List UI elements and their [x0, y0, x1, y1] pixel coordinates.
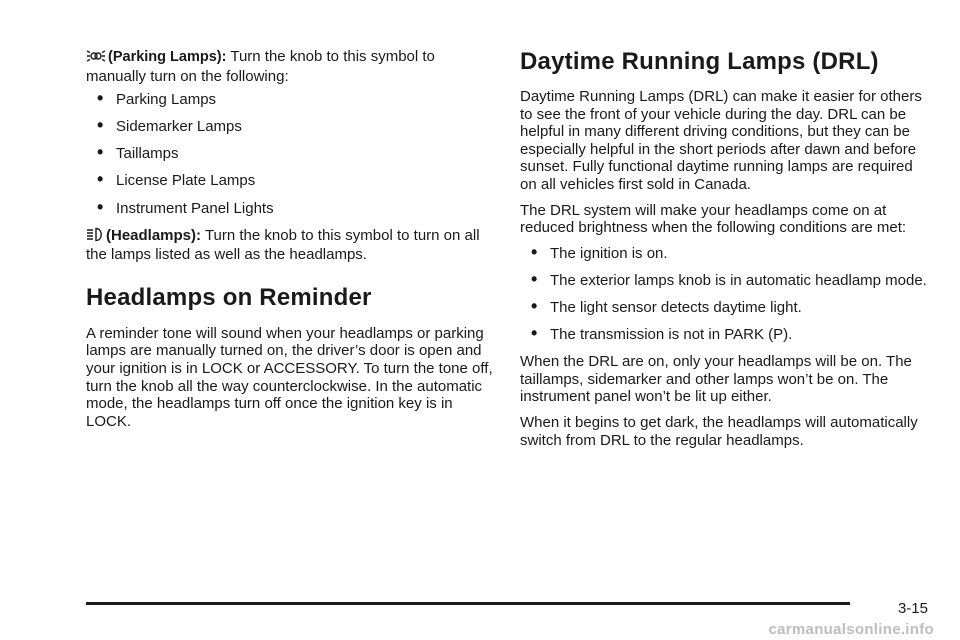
list-item: • The transmission is not in PARK (P).: [520, 326, 930, 344]
footer-rule: [86, 602, 850, 605]
parking-lamps-text: Turn the knob to this symbol to manually turn on the following:: [86, 48, 435, 85]
list-item: • Instrument Panel Lights: [86, 200, 496, 218]
headlamps-label: (Headlamps):: [106, 226, 202, 244]
page-number: 3-15: [897, 600, 928, 617]
list-item: • The exterior lamps knob is in automatic headlamp mode.: [520, 272, 930, 290]
parking-lamps-label: (Parking Lamps):: [108, 49, 227, 65]
headlamps-text: Turn the knob to this symbol to turn on all the lamps listed as well as the headlamps.: [86, 226, 480, 264]
drl-heading: Daytime Running Lamps (DRL): [520, 48, 879, 75]
reminder-heading: Headlamps on Reminder: [86, 283, 372, 311]
drl-paragraph-1: Daytime Running Lamps (DRL) can make it easier for others to see the front of your vehicle during the day. DRL can be helpful in many different driving conditions, but they can be especially helpful in the short periods after dawn and before sunset. Fully functional daytime running lamps are required on all vehicles first sold in Canada.: [520, 88, 922, 193]
list-item: • Parking Lamps: [86, 91, 496, 109]
drl-paragraph-3: When the DRL are on, only your headlamps will be on. The taillamps, sidemarker and other lamps won’t be on. The instrument panel won’t be lit up either.: [520, 353, 912, 406]
left-column: [86, 48, 496, 430]
list-item: • The ignition is on.: [520, 245, 930, 263]
reminder-text: A reminder tone will sound when your headlamps or parking lamps are manually turned on, the driver’s door is open and your ignition is in LOCK or ACCESSORY. To turn the tone off, turn the knob all the way counterclockwise. In the automatic mode, the headlamps turn off once the ignition key is in LOCK.: [86, 324, 493, 430]
parking-lamps-list: [86, 91, 496, 217]
drl-paragraph-2: The DRL system will make your headlamps come on at reduced brightness when the following conditions are met:: [520, 201, 907, 237]
headlamp-icon: [86, 227, 104, 247]
list-item: • Sidemarker Lamps: [86, 118, 496, 136]
list-item: • License Plate Lamps: [86, 172, 496, 190]
parking-lamps-icon: [86, 49, 106, 68]
drl-paragraph-4: When it begins to get dark, the headlamps will automatically switch from DRL to the regular headlamps.: [520, 413, 918, 449]
right-column: [520, 48, 930, 449]
drl-conditions-list: [520, 245, 930, 344]
parking-lamps-intro: [86, 48, 496, 85]
watermark: carmanualsonline.info: [768, 621, 934, 638]
list-item: • Taillamps: [86, 145, 496, 163]
list-item: • The light sensor detects daytime light.: [520, 299, 930, 317]
headlamps-intro: [86, 227, 496, 264]
